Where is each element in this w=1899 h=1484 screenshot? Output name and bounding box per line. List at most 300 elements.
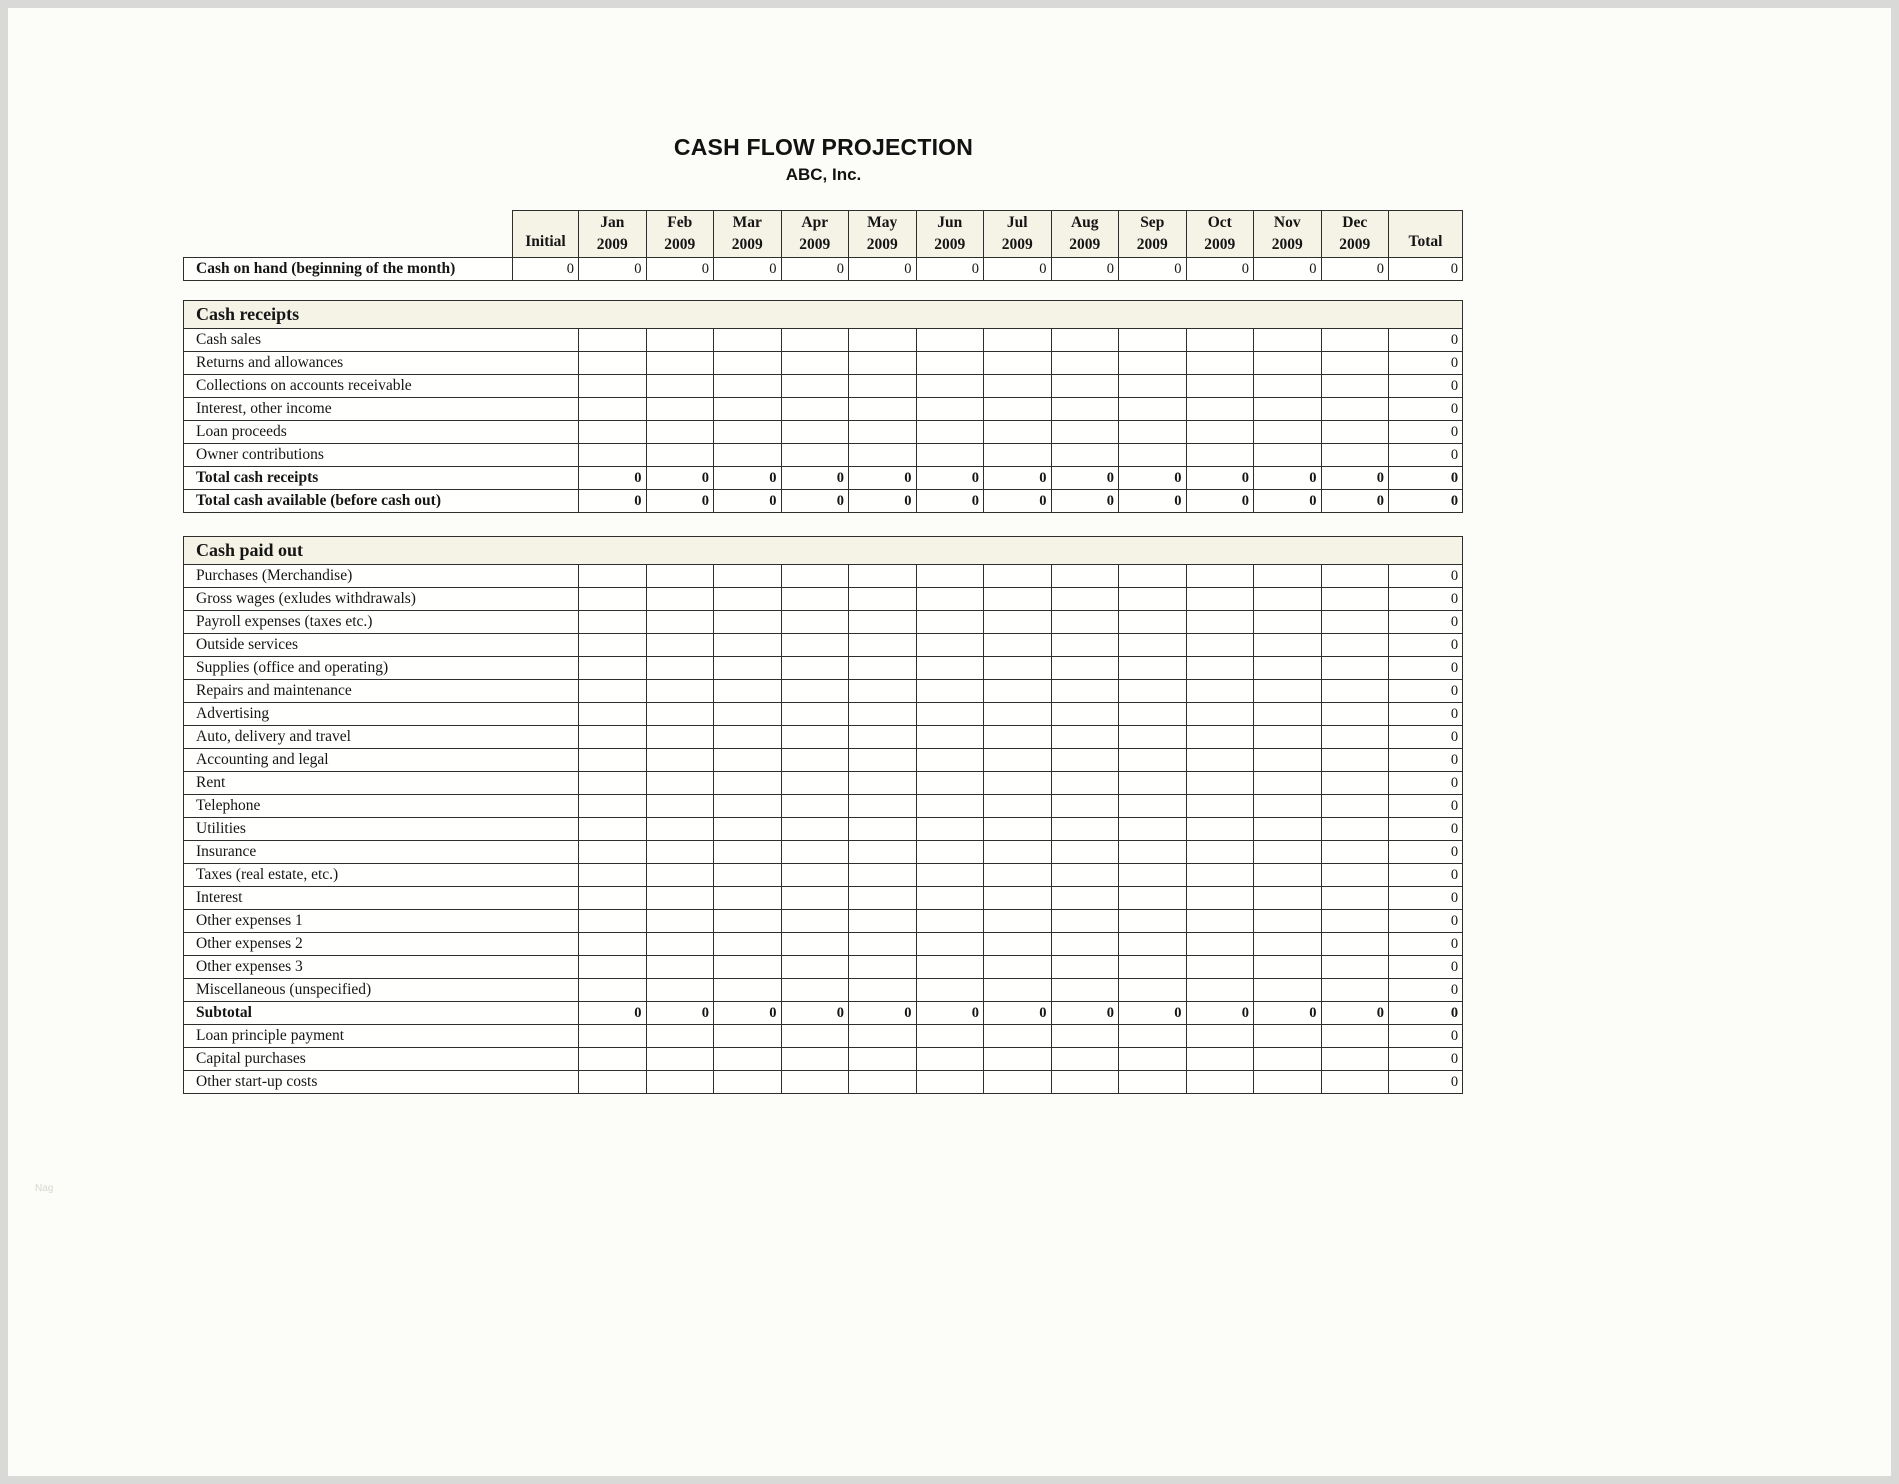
cell-value — [646, 933, 714, 956]
cell-value — [916, 703, 984, 726]
cell-total: 0 — [1389, 657, 1463, 680]
cell-value — [1321, 933, 1389, 956]
cell-value — [849, 680, 917, 703]
cell-value — [1254, 910, 1322, 933]
table-row — [184, 979, 1463, 1002]
cell-value — [984, 841, 1052, 864]
section-header-row — [184, 537, 1463, 565]
table-row — [184, 680, 1463, 703]
cell-value — [1119, 1071, 1187, 1094]
cell-value — [1321, 444, 1389, 467]
cell-value — [714, 565, 782, 588]
cell-value — [1254, 1025, 1322, 1048]
cell-total: 0 — [1389, 979, 1463, 1002]
cell-value — [1321, 887, 1389, 910]
cell-value — [1254, 444, 1322, 467]
cell-total: 0 — [1389, 611, 1463, 634]
row-label: Total cash receipts — [184, 467, 579, 490]
cell-value — [1051, 657, 1119, 680]
cell-value — [1186, 726, 1254, 749]
cell-value — [1321, 910, 1389, 933]
cell-value — [781, 444, 849, 467]
row-label: Other expenses 1 — [184, 910, 579, 933]
cell-total: 0 — [1389, 1025, 1463, 1048]
cell-value: 0 — [513, 258, 579, 281]
cell-total: 0 — [1389, 726, 1463, 749]
cell-total: 0 — [1389, 634, 1463, 657]
cell-value — [1119, 887, 1187, 910]
cell-value — [1051, 680, 1119, 703]
cell-value — [1186, 352, 1254, 375]
month-year: 2009 — [1001, 236, 1033, 253]
cell-value — [984, 818, 1052, 841]
cell-value: 0 — [1119, 490, 1187, 513]
cell-value — [1254, 772, 1322, 795]
month-name: Jan — [600, 213, 625, 231]
cell-value — [579, 375, 647, 398]
cell-total: 0 — [1389, 841, 1463, 864]
cell-value — [646, 680, 714, 703]
cell-value — [1321, 680, 1389, 703]
cell-value — [1321, 1048, 1389, 1071]
cell-value: 0 — [579, 490, 647, 513]
cell-value — [984, 444, 1052, 467]
cell-total: 0 — [1389, 375, 1463, 398]
cell-value — [1321, 703, 1389, 726]
row-label: Loan proceeds — [184, 421, 579, 444]
cell-value — [781, 1071, 849, 1094]
cell-value — [1254, 657, 1322, 680]
month-year: 2009 — [1204, 236, 1236, 253]
cell-value — [1321, 375, 1389, 398]
cell-value — [984, 795, 1052, 818]
cell-value: 0 — [1389, 258, 1463, 281]
row-label: Miscellaneous (unspecified) — [184, 979, 579, 1002]
cell-value — [1186, 565, 1254, 588]
row-label: Repairs and maintenance — [184, 680, 579, 703]
cell-value — [984, 329, 1052, 352]
cell-value: 0 — [781, 258, 849, 281]
cell-value — [579, 680, 647, 703]
table-row — [184, 1071, 1463, 1094]
cell-total: 0 — [1389, 772, 1463, 795]
cell-value — [579, 444, 647, 467]
cell-value — [781, 329, 849, 352]
row-label: Accounting and legal — [184, 749, 579, 772]
cell-value — [646, 795, 714, 818]
column-header-month-may — [849, 211, 917, 258]
cell-value — [1254, 864, 1322, 887]
cell-value — [781, 979, 849, 1002]
cell-value: 0 — [1051, 258, 1119, 281]
cell-value — [1119, 703, 1187, 726]
cell-total: 0 — [1389, 588, 1463, 611]
cell-value — [1186, 887, 1254, 910]
row-label: Subtotal — [184, 1002, 579, 1025]
cell-value — [849, 795, 917, 818]
cell-value — [1051, 588, 1119, 611]
cell-value — [1051, 887, 1119, 910]
cell-value — [849, 398, 917, 421]
cell-value — [916, 887, 984, 910]
cell-value — [916, 634, 984, 657]
month-year: 2009 — [1136, 236, 1168, 253]
cell-value — [1051, 749, 1119, 772]
cell-value — [1119, 421, 1187, 444]
cell-value — [714, 795, 782, 818]
cell-value — [1321, 749, 1389, 772]
cell-value — [1051, 864, 1119, 887]
column-header-row — [184, 211, 1463, 258]
cell-value — [849, 979, 917, 1002]
cell-value — [646, 818, 714, 841]
row-label: Gross wages (exludes withdrawals) — [184, 588, 579, 611]
cell-value — [646, 887, 714, 910]
cell-value — [1186, 864, 1254, 887]
cell-value — [849, 956, 917, 979]
cell-value — [849, 841, 917, 864]
cell-value — [714, 933, 782, 956]
cell-value — [1051, 841, 1119, 864]
cell-value — [916, 1048, 984, 1071]
cell-value — [781, 956, 849, 979]
cell-value — [781, 841, 849, 864]
cell-value — [916, 398, 984, 421]
cell-value — [714, 841, 782, 864]
cell-value — [781, 887, 849, 910]
cell-value — [984, 588, 1052, 611]
cell-value — [781, 680, 849, 703]
cell-value — [1186, 1048, 1254, 1071]
cell-value — [1254, 421, 1322, 444]
cell-value — [916, 588, 984, 611]
table-row — [184, 1048, 1463, 1071]
cell-value — [579, 703, 647, 726]
cell-value — [781, 910, 849, 933]
cell-value: 0 — [579, 1002, 647, 1025]
cell-value — [1119, 772, 1187, 795]
cell-value — [1186, 933, 1254, 956]
row-label: Collections on accounts receivable — [184, 375, 579, 398]
cell-value — [984, 375, 1052, 398]
cell-value — [579, 1071, 647, 1094]
cell-value — [1321, 979, 1389, 1002]
cell-value — [1321, 398, 1389, 421]
cell-value — [646, 864, 714, 887]
cell-value — [1051, 979, 1119, 1002]
cell-value: 0 — [916, 258, 984, 281]
column-header-initial: Initial — [513, 211, 579, 258]
cell-value — [1051, 634, 1119, 657]
cell-value: 0 — [849, 467, 917, 490]
cell-value — [1119, 352, 1187, 375]
header-spacer — [184, 211, 513, 258]
cell-value — [579, 352, 647, 375]
cell-value — [646, 329, 714, 352]
cell-value — [1051, 795, 1119, 818]
cell-value — [714, 979, 782, 1002]
table-row — [184, 956, 1463, 979]
cell-value: 0 — [579, 467, 647, 490]
cell-value — [916, 910, 984, 933]
row-label: Payroll expenses (taxes etc.) — [184, 611, 579, 634]
cell-value — [579, 657, 647, 680]
cell-value: 0 — [646, 258, 714, 281]
row-label: Cash sales — [184, 329, 579, 352]
cell-value — [579, 772, 647, 795]
cell-value — [646, 398, 714, 421]
cell-value — [1186, 329, 1254, 352]
month-name: Sep — [1140, 213, 1165, 231]
cell-value: 0 — [916, 467, 984, 490]
table-row — [184, 864, 1463, 887]
cell-value — [781, 1048, 849, 1071]
cell-value — [579, 749, 647, 772]
cell-value — [1321, 657, 1389, 680]
cell-value — [714, 1048, 782, 1071]
cell-value — [579, 1025, 647, 1048]
cell-value — [1051, 1071, 1119, 1094]
cell-value — [916, 795, 984, 818]
cell-value — [1321, 565, 1389, 588]
cell-value — [781, 634, 849, 657]
cell-value — [1254, 887, 1322, 910]
month-year: 2009 — [799, 236, 831, 253]
month-name: Dec — [1342, 213, 1368, 231]
cell-value — [1119, 749, 1187, 772]
cell-value: 0 — [916, 490, 984, 513]
cell-value — [781, 726, 849, 749]
cell-total: 0 — [1389, 910, 1463, 933]
column-header-month-nov — [1254, 211, 1322, 258]
cell-value — [916, 841, 984, 864]
row-label: Supplies (office and operating) — [184, 657, 579, 680]
cell-value — [646, 657, 714, 680]
row-label: Interest, other income — [184, 398, 579, 421]
row-label: Advertising — [184, 703, 579, 726]
cell-value — [646, 444, 714, 467]
month-name: Jul — [1006, 213, 1028, 231]
cell-value — [1186, 979, 1254, 1002]
cell-value — [646, 703, 714, 726]
cell-value — [1186, 375, 1254, 398]
cell-total: 0 — [1389, 467, 1463, 490]
cell-value: 0 — [849, 1002, 917, 1025]
cell-value — [1321, 864, 1389, 887]
cell-value — [984, 887, 1052, 910]
cell-value — [849, 1048, 917, 1071]
month-name: Aug — [1070, 213, 1099, 231]
month-year: 2009 — [1339, 236, 1371, 253]
table-row — [184, 375, 1463, 398]
cell-value — [1119, 398, 1187, 421]
cell-value — [579, 565, 647, 588]
cell-value — [714, 1071, 782, 1094]
table-row — [184, 933, 1463, 956]
section-header-row — [184, 301, 1463, 329]
cell-value: 0 — [646, 490, 714, 513]
cell-value — [579, 887, 647, 910]
cell-total: 0 — [1389, 795, 1463, 818]
row-label: Insurance — [184, 841, 579, 864]
table-row — [184, 1025, 1463, 1048]
page-title: CASH FLOW PROJECTION — [673, 134, 974, 160]
cell-value — [984, 956, 1052, 979]
cell-value — [579, 329, 647, 352]
cell-value — [849, 657, 917, 680]
cell-value — [1254, 375, 1322, 398]
table-row — [184, 588, 1463, 611]
cell-value — [1051, 375, 1119, 398]
cell-value — [1254, 726, 1322, 749]
cell-value — [1051, 726, 1119, 749]
cell-value — [579, 421, 647, 444]
cell-value — [579, 634, 647, 657]
cell-value — [781, 1025, 849, 1048]
cell-value — [984, 979, 1052, 1002]
cell-value — [714, 634, 782, 657]
row-label: Auto, delivery and travel — [184, 726, 579, 749]
row-label: Returns and allowances — [184, 352, 579, 375]
table-row — [184, 726, 1463, 749]
month-name: Oct — [1207, 213, 1232, 231]
cell-value — [849, 933, 917, 956]
cell-value — [1186, 818, 1254, 841]
cell-value: 0 — [714, 1002, 782, 1025]
cell-value — [1254, 956, 1322, 979]
month-year: 2009 — [664, 236, 696, 253]
row-label: Other expenses 2 — [184, 933, 579, 956]
section-table-1 — [183, 536, 1463, 1094]
row-label: Capital purchases — [184, 1048, 579, 1071]
cell-value: 0 — [1051, 1002, 1119, 1025]
table-row — [184, 398, 1463, 421]
cell-value — [849, 444, 917, 467]
cell-value — [1186, 588, 1254, 611]
cell-value: 0 — [916, 1002, 984, 1025]
cell-value — [1051, 703, 1119, 726]
cell-value — [916, 611, 984, 634]
column-header-month-oct — [1186, 211, 1254, 258]
section-title: Cash receipts — [184, 301, 1463, 329]
cell-value — [1254, 1048, 1322, 1071]
cell-value — [714, 703, 782, 726]
cell-value — [781, 864, 849, 887]
cell-value — [849, 588, 917, 611]
row-label: Taxes (real estate, etc.) — [184, 864, 579, 887]
cell-value — [646, 1048, 714, 1071]
month-year: 2009 — [731, 236, 763, 253]
cell-value — [781, 588, 849, 611]
cell-value — [916, 352, 984, 375]
cell-value — [579, 398, 647, 421]
cell-value — [1186, 1025, 1254, 1048]
cell-value — [1119, 933, 1187, 956]
cell-value — [1051, 565, 1119, 588]
cell-value — [1119, 329, 1187, 352]
row-label: Utilities — [184, 818, 579, 841]
cell-value — [1119, 634, 1187, 657]
cell-value — [916, 680, 984, 703]
cell-value — [714, 818, 782, 841]
cell-value — [984, 910, 1052, 933]
cell-value: 0 — [1051, 490, 1119, 513]
cell-total: 0 — [1389, 956, 1463, 979]
cell-value — [714, 611, 782, 634]
table-row — [184, 657, 1463, 680]
cell-value — [781, 352, 849, 375]
page-subtitle: ABC, Inc. — [785, 165, 862, 184]
cell-value — [1119, 375, 1187, 398]
column-header-month-sep — [1119, 211, 1187, 258]
cell-value — [1254, 841, 1322, 864]
cell-value — [646, 375, 714, 398]
cell-value — [916, 329, 984, 352]
table-row — [184, 444, 1463, 467]
cell-value — [646, 956, 714, 979]
cell-value — [1186, 910, 1254, 933]
cell-value — [984, 1025, 1052, 1048]
cell-value — [579, 1048, 647, 1071]
cell-value — [849, 703, 917, 726]
column-header-total: Total — [1389, 211, 1463, 258]
cell-value — [579, 611, 647, 634]
cell-value — [984, 864, 1052, 887]
month-name: Nov — [1273, 213, 1301, 231]
cell-total: 0 — [1389, 421, 1463, 444]
cell-value — [579, 933, 647, 956]
cell-value — [916, 1025, 984, 1048]
cell-value — [714, 1025, 782, 1048]
table-row — [184, 352, 1463, 375]
cell-value — [916, 375, 984, 398]
table-row — [184, 467, 1463, 490]
cell-value: 0 — [849, 258, 917, 281]
cell-value — [1186, 680, 1254, 703]
cell-value — [714, 398, 782, 421]
cell-value — [1254, 329, 1322, 352]
cell-value — [849, 375, 917, 398]
row-label: Interest — [184, 887, 579, 910]
column-header-month-aug — [1051, 211, 1119, 258]
cell-value: 0 — [1186, 258, 1254, 281]
month-year: 2009 — [866, 236, 898, 253]
cell-value — [781, 398, 849, 421]
column-header-month-feb — [646, 211, 714, 258]
row-label: Cash on hand (beginning of the month) — [184, 258, 513, 281]
cell-value: 0 — [984, 258, 1052, 281]
cell-value — [1119, 726, 1187, 749]
cell-value — [1321, 329, 1389, 352]
cell-value — [984, 772, 1052, 795]
cell-value — [1051, 444, 1119, 467]
cell-value — [579, 979, 647, 1002]
cell-total: 0 — [1389, 490, 1463, 513]
column-header-month-mar — [714, 211, 782, 258]
cell-value — [579, 956, 647, 979]
table-row — [184, 565, 1463, 588]
cell-total: 0 — [1389, 887, 1463, 910]
cell-total: 0 — [1389, 749, 1463, 772]
cell-value — [714, 352, 782, 375]
cell-total: 0 — [1389, 933, 1463, 956]
cell-value — [646, 1025, 714, 1048]
watermark: Nag — [35, 1183, 54, 1194]
cell-value — [1321, 1025, 1389, 1048]
cell-value — [916, 657, 984, 680]
cell-value — [1186, 795, 1254, 818]
cell-value — [849, 352, 917, 375]
